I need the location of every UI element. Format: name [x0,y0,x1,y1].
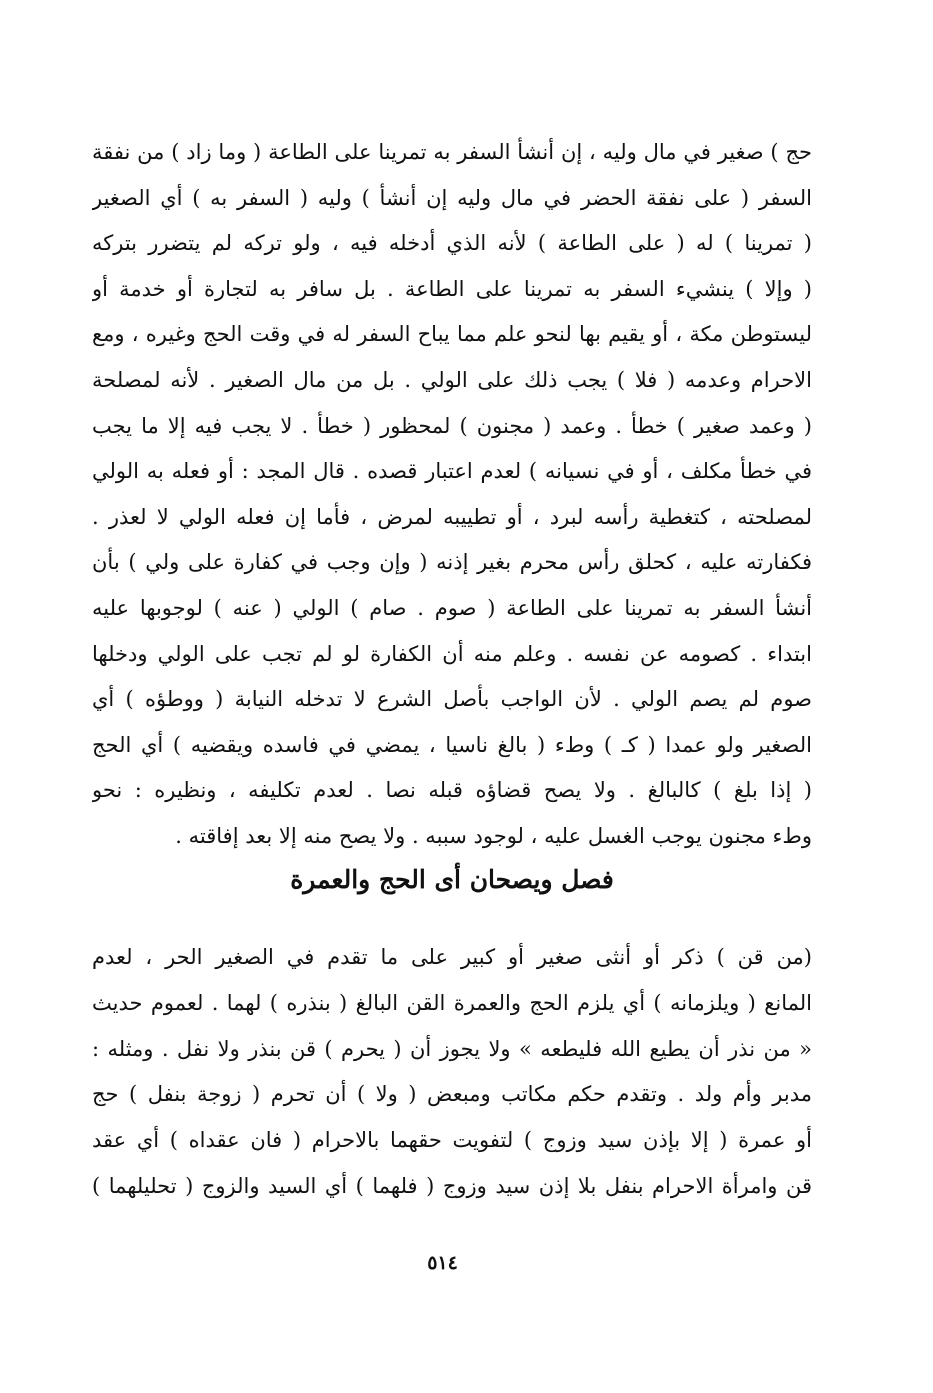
text-line: لمصلحته ، كتغطية رأسه لبرد ، أو تطييبه لمرض ، فأما إن فعله الولي لا لعذر . [92,504,812,529]
text-line: (من قن ) ذكر أو أنثى صغير أو كبير على ما تقدم في الصغير الحر ، لعدم [92,945,812,969]
text-line: ( تمرينا ) له ( على الطاعة ) لأنه الذي أدخله فيه ، ولو تركه لم يتضرر بتركه [92,231,812,256]
section-heading: فصل ويصحان أى الحج والعمرة [290,865,614,894]
text-line: ( وإلا ) ينشيء السفر به تمرينا على الطاعة . بل سافر به لتجارة أو خدمة أو [92,276,812,301]
text-line: أنشأ السفر به تمرينا على الطاعة ( صوم . صام ) الولي ( عنه ) لوجوبها عليه [92,595,812,620]
text-line: ليستوطن مكة ، أو يقيم بها لنحو علم مما يباح السفر له في وقت الحج وغيره ، ومع [92,322,812,347]
text-line: ( وعمد صغير ) خطأ . وعمد ( مجنون ) لمحظور ( خطأ . لا يجب فيه إلا ما يجب [92,413,812,438]
text-line: الاحرام وعدمه ( فلا ) يجب ذلك على الولي . بل من مال الصغير . لأنه لمصلحة [92,367,812,392]
text-line: أو عمرة ( إلا بإذن سيد وزوج ) لتفويت حقهما بالاحرام ( فان عقداه ) أي عقد [92,1128,812,1153]
text-line: ابتداء . كصومه عن نفسه . وعلم منه أن الكفارة لو لم تجب على الولي ودخلها [92,641,812,666]
text-line: مدبر وأم ولد . وتقدم حكم مكاتب ومبعض ( ولا ) أن تحرم ( زوجة بنفل ) حج [92,1082,812,1107]
text-line: السفر ( على نفقة الحضر في مال وليه إن أنشأ ) وليه ( السفر به ) أي الصغير [92,185,812,210]
text-line: وطء مجنون يوجب الغسل عليه ، لوجود سببه . ولا يصح منه إلا بعد إفاقته . [175,823,812,848]
text-line: ( إذا بلغ ) كالبالغ . ولا يصح قضاؤه قبله نصا . لعدم تكليفه ، ونظيره : نحو [92,778,812,803]
text-line: قن وامرأة الاحرام بنفل بلا إذن سيد وزوج ( فلهما ) أي السيد والزوج ( تحليلهما ) [92,1173,812,1198]
page-number: ٥١٤ [427,1252,458,1274]
text-line: الصغير ولو عمدا ( كـ ) وطء ( بالغ ناسيا ، يمضي في فاسده ويقضيه ) أي الحج [92,732,812,757]
text-line: في خطأ مكلف ، أو في نسيانه ) لعدم اعتبار قصده . قال المجد : أو فعله به الولي [92,459,812,484]
text-line: فكفارته عليه ، كحلق رأس محرم بغير إذنه ( وإن وجب في كفارة على ولي ) بأن [92,550,812,575]
text-block-main [92,130,812,860]
text-line: حج ) صغير في مال وليه ، إن أنشأ السفر به تمرينا على الطاعة ( وما زاد ) من نفقة [92,140,812,164]
text-block-section [92,935,812,1210]
text-line: صوم لم يصم الولي . لأن الواجب بأصل الشرع لا تدخله النيابة ( ووطؤه ) أي [92,687,812,712]
text-line: « من نذر أن يطيع الله فليطعه » ولا يجوز أن ( يحرم ) قن بنذر ولا نفل . ومثله : [92,1036,812,1061]
text-line: المانع ( ويلزمانه ) أي يلزم الحج والعمرة القن البالغ ( بنذره ) لهما . لعموم حديث [92,990,812,1015]
